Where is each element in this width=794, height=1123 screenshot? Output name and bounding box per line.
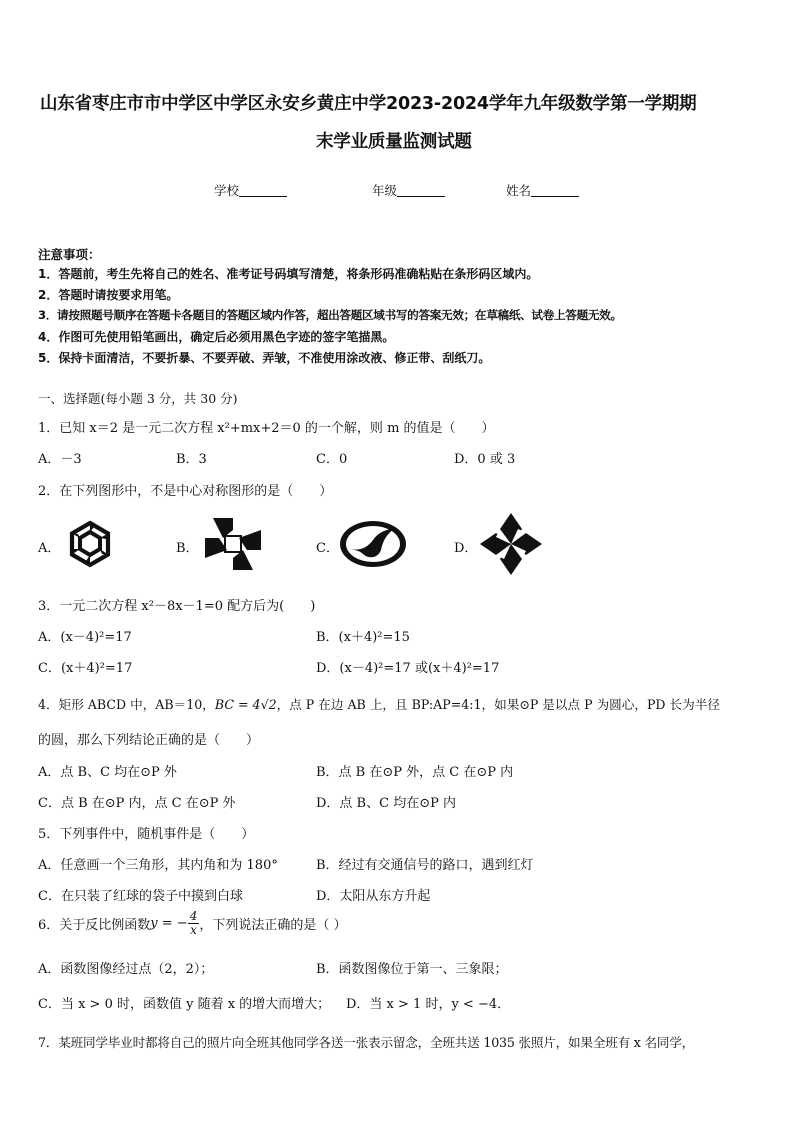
q1-option-c[interactable]: C．0 [316,452,348,467]
q3-option-b[interactable]: B．(x＋4)²=15 [316,630,410,645]
q4-option-a[interactable]: A．点 B、C 均在⊙P 外 [38,765,177,780]
info-grade [372,181,445,199]
q3-option-c[interactable]: C．(x＋4)²=17 [38,661,133,676]
name-blank[interactable] [531,184,579,197]
note-item: 5．保持卡面清洁，不要折暴、不要弄破、弄皱，不准使用涂改液、修正带、刮纸刀。 [38,351,491,365]
q2-option-d[interactable]: D． [454,541,478,556]
q6-fraction [188,910,200,937]
note-item: 3．请按照题号顺序在答题卡各题目的答题区域内作答，超出答题区域书写的答案无效；在草稿纸、试卷上答题无效。 [38,308,622,322]
q4-stem-line1 [38,694,720,713]
q3-stem: 3．一元二次方程 x²－8x－1=0 配方后为( ) [38,599,316,614]
q1-stem: 1．已知 x＝2 是一元二次方程 x²+mx+2＝0 的一个解，则 m 的值是（ ） [38,421,495,436]
q1-option-b[interactable]: B．3 [176,452,207,467]
q6-frac-den: x [190,923,197,937]
q4-stem-pre: 4．矩形 ABCD 中，AB＝10， [38,697,215,712]
q6-stem-post: ，下列说法正确的是（ ） [199,918,347,933]
q6-stem-pre: 6．关于反比例函数 [38,918,151,933]
hexagon-spiral-figure [64,518,116,570]
q6-option-d[interactable]: D．当 x > 1 时，y < −4． [346,997,511,1012]
q2-stem: 2．在下列图形中，不是中心对称图形的是（ ） [38,484,333,499]
section-heading: 一、选择题(每小题 3 分，共 30 分) [38,391,238,406]
q6-frac-num: 4 [189,909,198,923]
q4-stem-math: BC = 4√2 [214,697,277,712]
info-name [506,181,579,199]
q6-option-c[interactable]: C．当 x > 0 时，函数值 y 随着 x 的增大而增大； [38,997,331,1012]
q6-stem [38,910,346,937]
info-grade-label: 年级 [372,183,398,198]
page-title-line1: 山东省枣庄市市中学区中学区永安乡黄庄中学2023-2024学年九年级数学第一学期期 [40,94,697,114]
q4-stem-line2: 的圆，那么下列结论正确的是（ ） [38,733,260,748]
q2-option-c[interactable]: C． [316,541,339,556]
q6-option-b[interactable]: B．函数图像位于第一、三象限； [316,962,508,977]
q4-option-c[interactable]: C．点 B 在⊙P 内，点 C 在⊙P 外 [38,796,236,811]
q5-option-c[interactable]: C．在只装了红球的袋子中摸到白球 [38,889,243,904]
note-item: 4．作图可先使用铅笔画出，确定后必须用黑色字迹的签字笔描黑。 [38,330,395,344]
notes-heading: 注意事项： [38,247,101,262]
q3-option-d[interactable]: D．(x－4)²=17 或(x＋4)²=17 [316,661,500,676]
grade-blank[interactable] [397,184,445,197]
q5-stem: 5．下列事件中，随机事件是（ ） [38,827,255,842]
q3-option-a[interactable]: A．(x－4)²=17 [38,630,132,645]
q5-option-a[interactable]: A．任意画一个三角形，其内角和为 180° [38,858,278,873]
school-blank[interactable] [239,184,287,197]
q2-option-b[interactable]: B． [176,541,199,556]
q4-option-b[interactable]: B．点 B 在⊙P 外，点 C 在⊙P 内 [316,765,514,780]
pinwheel-squares-figure [203,516,263,572]
note-item: 1．答题前，考生先将自己的姓名、准考证号码填写清楚，将条形码准确粘贴在条形码区域内。 [38,267,539,281]
q4-option-d[interactable]: D．点 B、C 均在⊙P 内 [316,796,456,811]
q7-stem: 7．某班同学毕业时都将自己的照片向全班其他同学各送一张表示留念，全班共送 1035 张照片，如果全班有 x 名同学， [38,1035,695,1050]
q6-stem-fn: y = − [150,916,188,931]
note-item: 2．答题时请按要求用笔。 [38,288,179,302]
q1-option-a[interactable]: A．－3 [38,452,82,467]
info-name-label: 姓名 [506,183,532,198]
q6-option-a[interactable]: A．函数图像经过点（2，2）； [38,962,214,977]
q5-option-b[interactable]: B．经过有交通信号的路口，遇到红灯 [316,858,534,873]
four-petal-star-figure [478,511,544,577]
page-title-line2: 末学业质量监测试题 [316,132,472,152]
q1-option-d[interactable]: D．0 或 3 [454,452,516,467]
circle-swoosh-logo-figure [337,518,409,570]
q5-option-d[interactable]: D．太阳从东方升起 [316,889,431,904]
info-school [214,181,287,199]
q2-option-a[interactable]: A． [38,541,61,556]
info-school-label: 学校 [214,183,240,198]
q4-stem-post: ，点 P 在边 AB 上，且 BP:AP=4:1，如果⊙P 是以点 P 为圆心，PD 长为半径 [276,697,720,712]
